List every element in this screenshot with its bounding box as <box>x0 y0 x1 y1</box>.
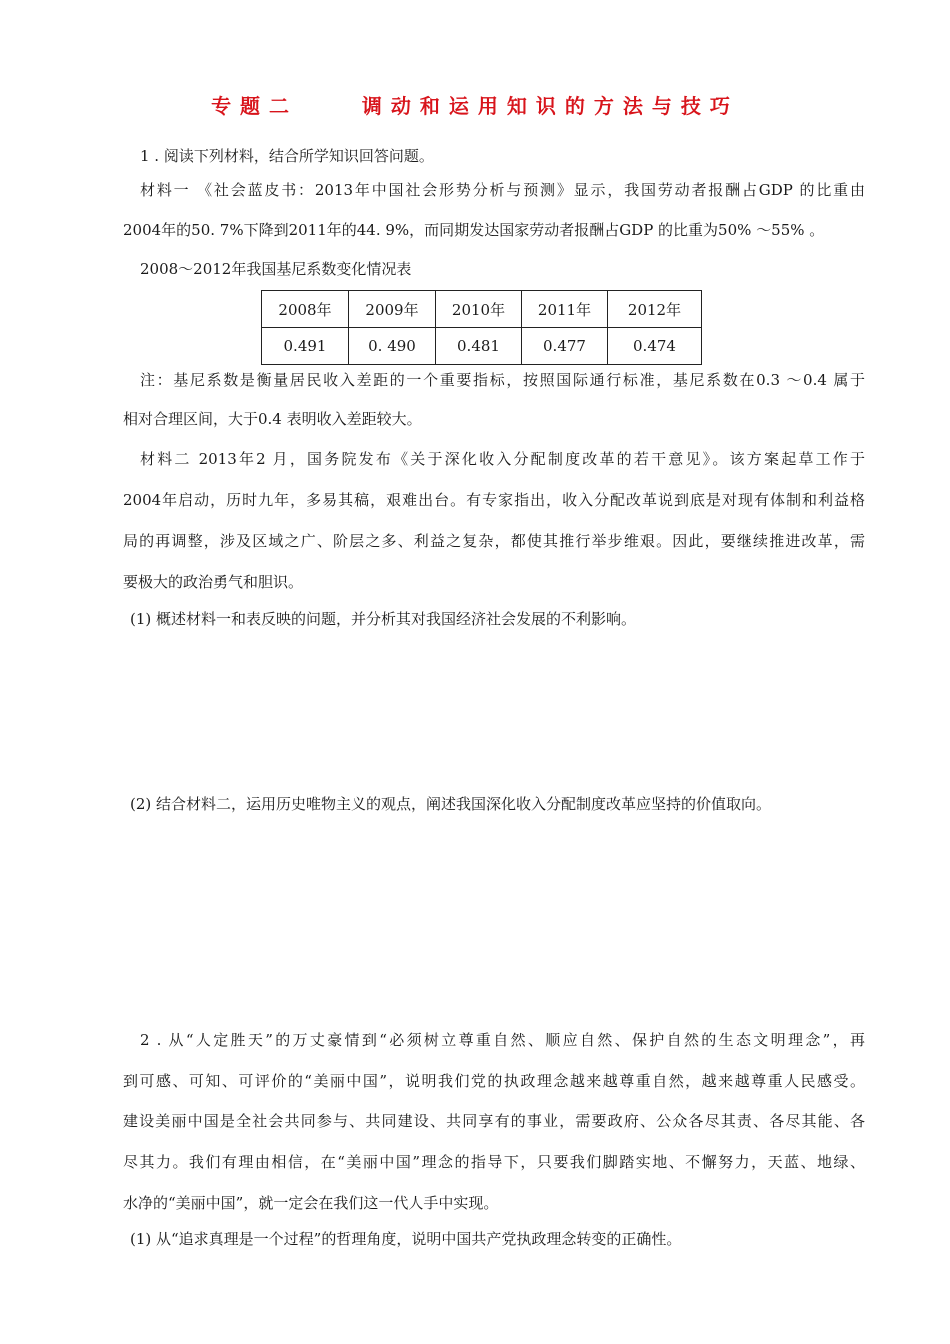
table-caption: 2008～2012年我国基尼系数变化情况表 <box>140 260 412 278</box>
table-cell-value: 0.477 <box>522 328 608 365</box>
table-cell-year: 2012年 <box>608 291 702 328</box>
q2-line-5: 水净的“美丽中国”，就一定会在我们这一代人手中实现。 <box>123 1194 499 1212</box>
page-title: 专题二 调动和运用知识的方法与技巧 <box>211 94 739 118</box>
material-one-line-1: 材料一 《社会蓝皮书：2013年中国社会形势分析与预测》显示，我国劳动者报酬占GDP 的比重由 <box>140 181 865 199</box>
material-two-line-2: 2004年启动，历时九年，多易其稿，艰难出台。有专家指出，收入分配改革说到底是对现有体制和利益格 <box>123 491 865 509</box>
table-cell-value: 0.481 <box>436 328 522 365</box>
table-cell-value: 0.491 <box>262 328 349 365</box>
material-two-line-3: 局的再调整，涉及区域之广、阶层之多、利益之复杂，都使其推行举步维艰。因此，要继续推进改革，需 <box>123 532 865 550</box>
q2-subquestion-1: (1) 从“追求真理是一个过程”的哲理角度，说明中国共产党执政理念转变的正确性。 <box>130 1230 682 1248</box>
note-line-1: 注：基尼系数是衡量居民收入差距的一个重要指标，按照国际通行标准，基尼系数在0.3 ～0.4 属于 <box>140 371 865 389</box>
table-value-row <box>262 328 702 365</box>
q2-line-3: 建设美丽中国是全社会共同参与、共同建设、共同享有的事业，需要政府、公众各尽其责、各尽其能、各 <box>123 1112 865 1130</box>
material-two-line-1: 材料二 2013年2 月，国务院发布《关于深化收入分配制度改革的若干意见》。该方案起草工作于 <box>140 450 865 468</box>
table-cell-value: 0.474 <box>608 328 702 365</box>
gini-coefficient-table <box>261 290 702 365</box>
table-header-row <box>262 291 702 328</box>
q2-line-2: 到可感、可知、可评价的“美丽中国”，说明我们党的执政理念越来越尊重自然，越来越尊重人民感受。 <box>123 1072 865 1090</box>
q1-subquestion-2: (2) 结合材料二，运用历史唯物主义的观点，阐述我国深化收入分配制度改革应坚持的价值取向。 <box>130 795 772 813</box>
material-two-line-4: 要极大的政治勇气和胆识。 <box>123 573 304 591</box>
q2-line-4: 尽其力。我们有理由相信，在“美丽中国”理念的指导下，只要我们脚踏实地、不懈努力，天蓝、地绿、 <box>123 1153 865 1171</box>
material-one-line-2: 2004年的50. 7%下降到2011年的44. 9%，而同期发达国家劳动者报酬占GDP 的比重为50% ～55% 。 <box>123 221 825 239</box>
q2-line-1: 2 . 从“人定胜天”的万丈豪情到“必须树立尊重自然、顺应自然、保护自然的生态文明理念”，再 <box>140 1031 865 1049</box>
table-cell-value: 0. 490 <box>349 328 436 365</box>
q1-intro: 1 . 阅读下列材料，结合所学知识回答问题。 <box>140 147 434 165</box>
table-cell-year: 2008年 <box>262 291 349 328</box>
note-line-2: 相对合理区间，大于0.4 表明收入差距较大。 <box>123 410 422 428</box>
table-cell-year: 2010年 <box>436 291 522 328</box>
table-cell-year: 2011年 <box>522 291 608 328</box>
q1-subquestion-1: (1) 概述材料一和表反映的问题，并分析其对我国经济社会发展的不利影响。 <box>130 610 637 628</box>
table-cell-year: 2009年 <box>349 291 436 328</box>
